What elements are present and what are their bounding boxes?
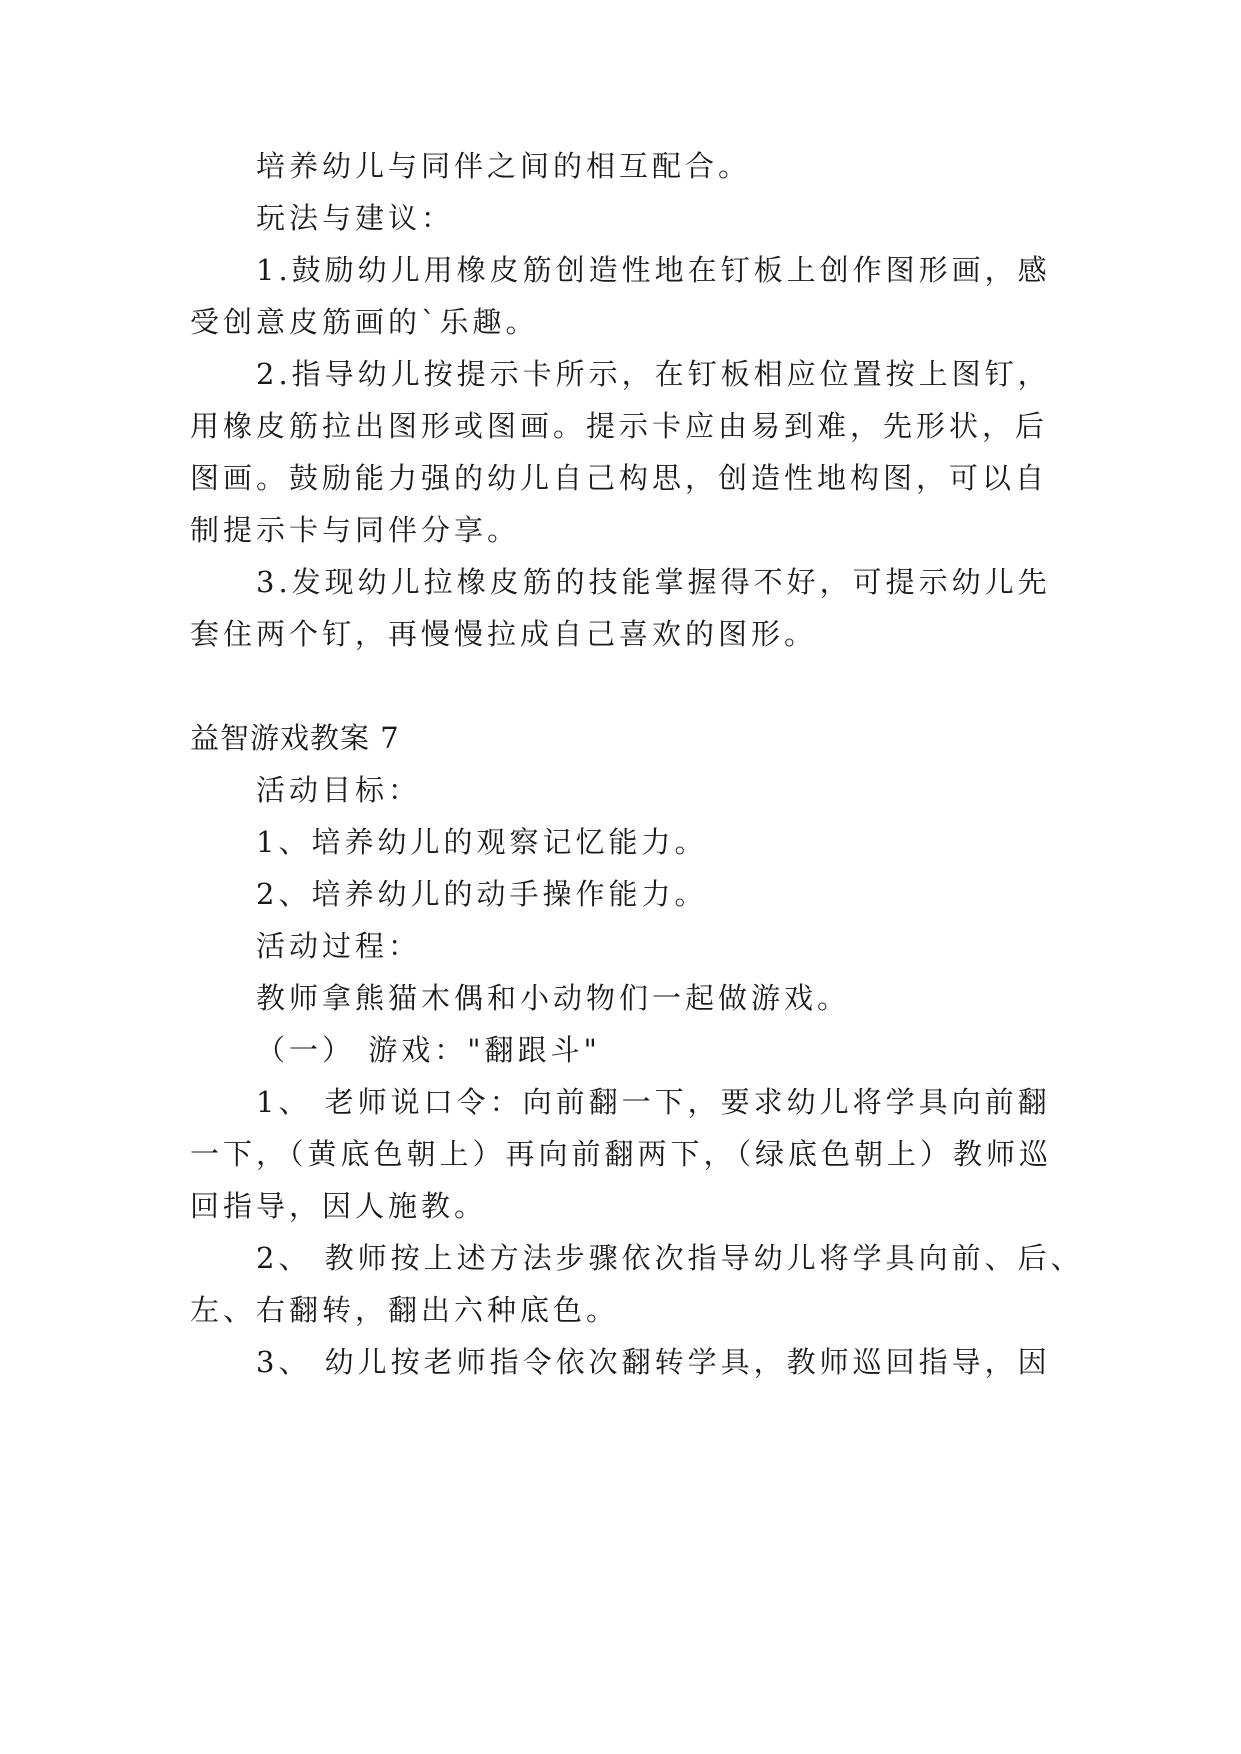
paragraph-line: 回指导，因人施教。	[190, 1189, 488, 1223]
paragraph-line: 2、培养幼儿的动手操作能力。	[256, 877, 708, 911]
paragraph-line: 教师拿熊猫木偶和小动物们一起做游戏。	[256, 981, 851, 1015]
paragraph-line: （一） 游戏："翻跟斗"	[256, 1033, 601, 1067]
paragraph-line: 2.指导幼儿按提示卡所示，在钉板相应位置按上图钉，	[256, 357, 1051, 391]
paragraph-line: 一下，（黄底色朝上）再向前翻两下，（绿底色朝上）教师巡	[190, 1137, 1053, 1171]
paragraph-line: 玩法与建议：	[256, 201, 455, 235]
paragraph-line: 活动过程：	[256, 929, 422, 963]
paragraph-line: 2、 教师按上述方法步骤依次指导幼儿将学具向前、后、	[256, 1241, 1084, 1275]
section-heading: 益智游戏教案 7	[190, 721, 400, 755]
paragraph-line: 图画。鼓励能力强的幼儿自己构思，创造性地构图，可以自	[190, 461, 1049, 495]
paragraph-line: 1.鼓励幼儿用橡皮筋创造性地在钉板上创作图形画，感	[256, 253, 1051, 287]
paragraph-line: 套住两个钉，再慢慢拉成自己喜欢的图形。	[190, 617, 818, 651]
paragraph-line: 活动目标：	[256, 773, 422, 807]
paragraph-line: 3.发现幼儿拉橡皮筋的技能掌握得不好，可提示幼儿先	[256, 565, 1051, 599]
paragraph-line: 1、培养幼儿的观察记忆能力。	[256, 825, 708, 859]
paragraph-line: 左、右翻转，翻出六种底色。	[190, 1293, 620, 1327]
paragraph-line: 制提示卡与同伴分享。	[190, 513, 521, 547]
paragraph-line: 培养幼儿与同伴之间的相互配合。	[256, 149, 752, 183]
paragraph-line: 受创意皮筋画的`乐趣。	[190, 305, 539, 339]
paragraph-line: 用橡皮筋拉出图形或图画。提示卡应由易到难，先形状，后	[190, 409, 1049, 443]
paragraph-line: 1、 老师说口令：向前翻一下，要求幼儿将学具向前翻	[256, 1085, 1051, 1119]
paragraph-line: 3、 幼儿按老师指令依次翻转学具，教师巡回指导，因	[256, 1345, 1051, 1379]
